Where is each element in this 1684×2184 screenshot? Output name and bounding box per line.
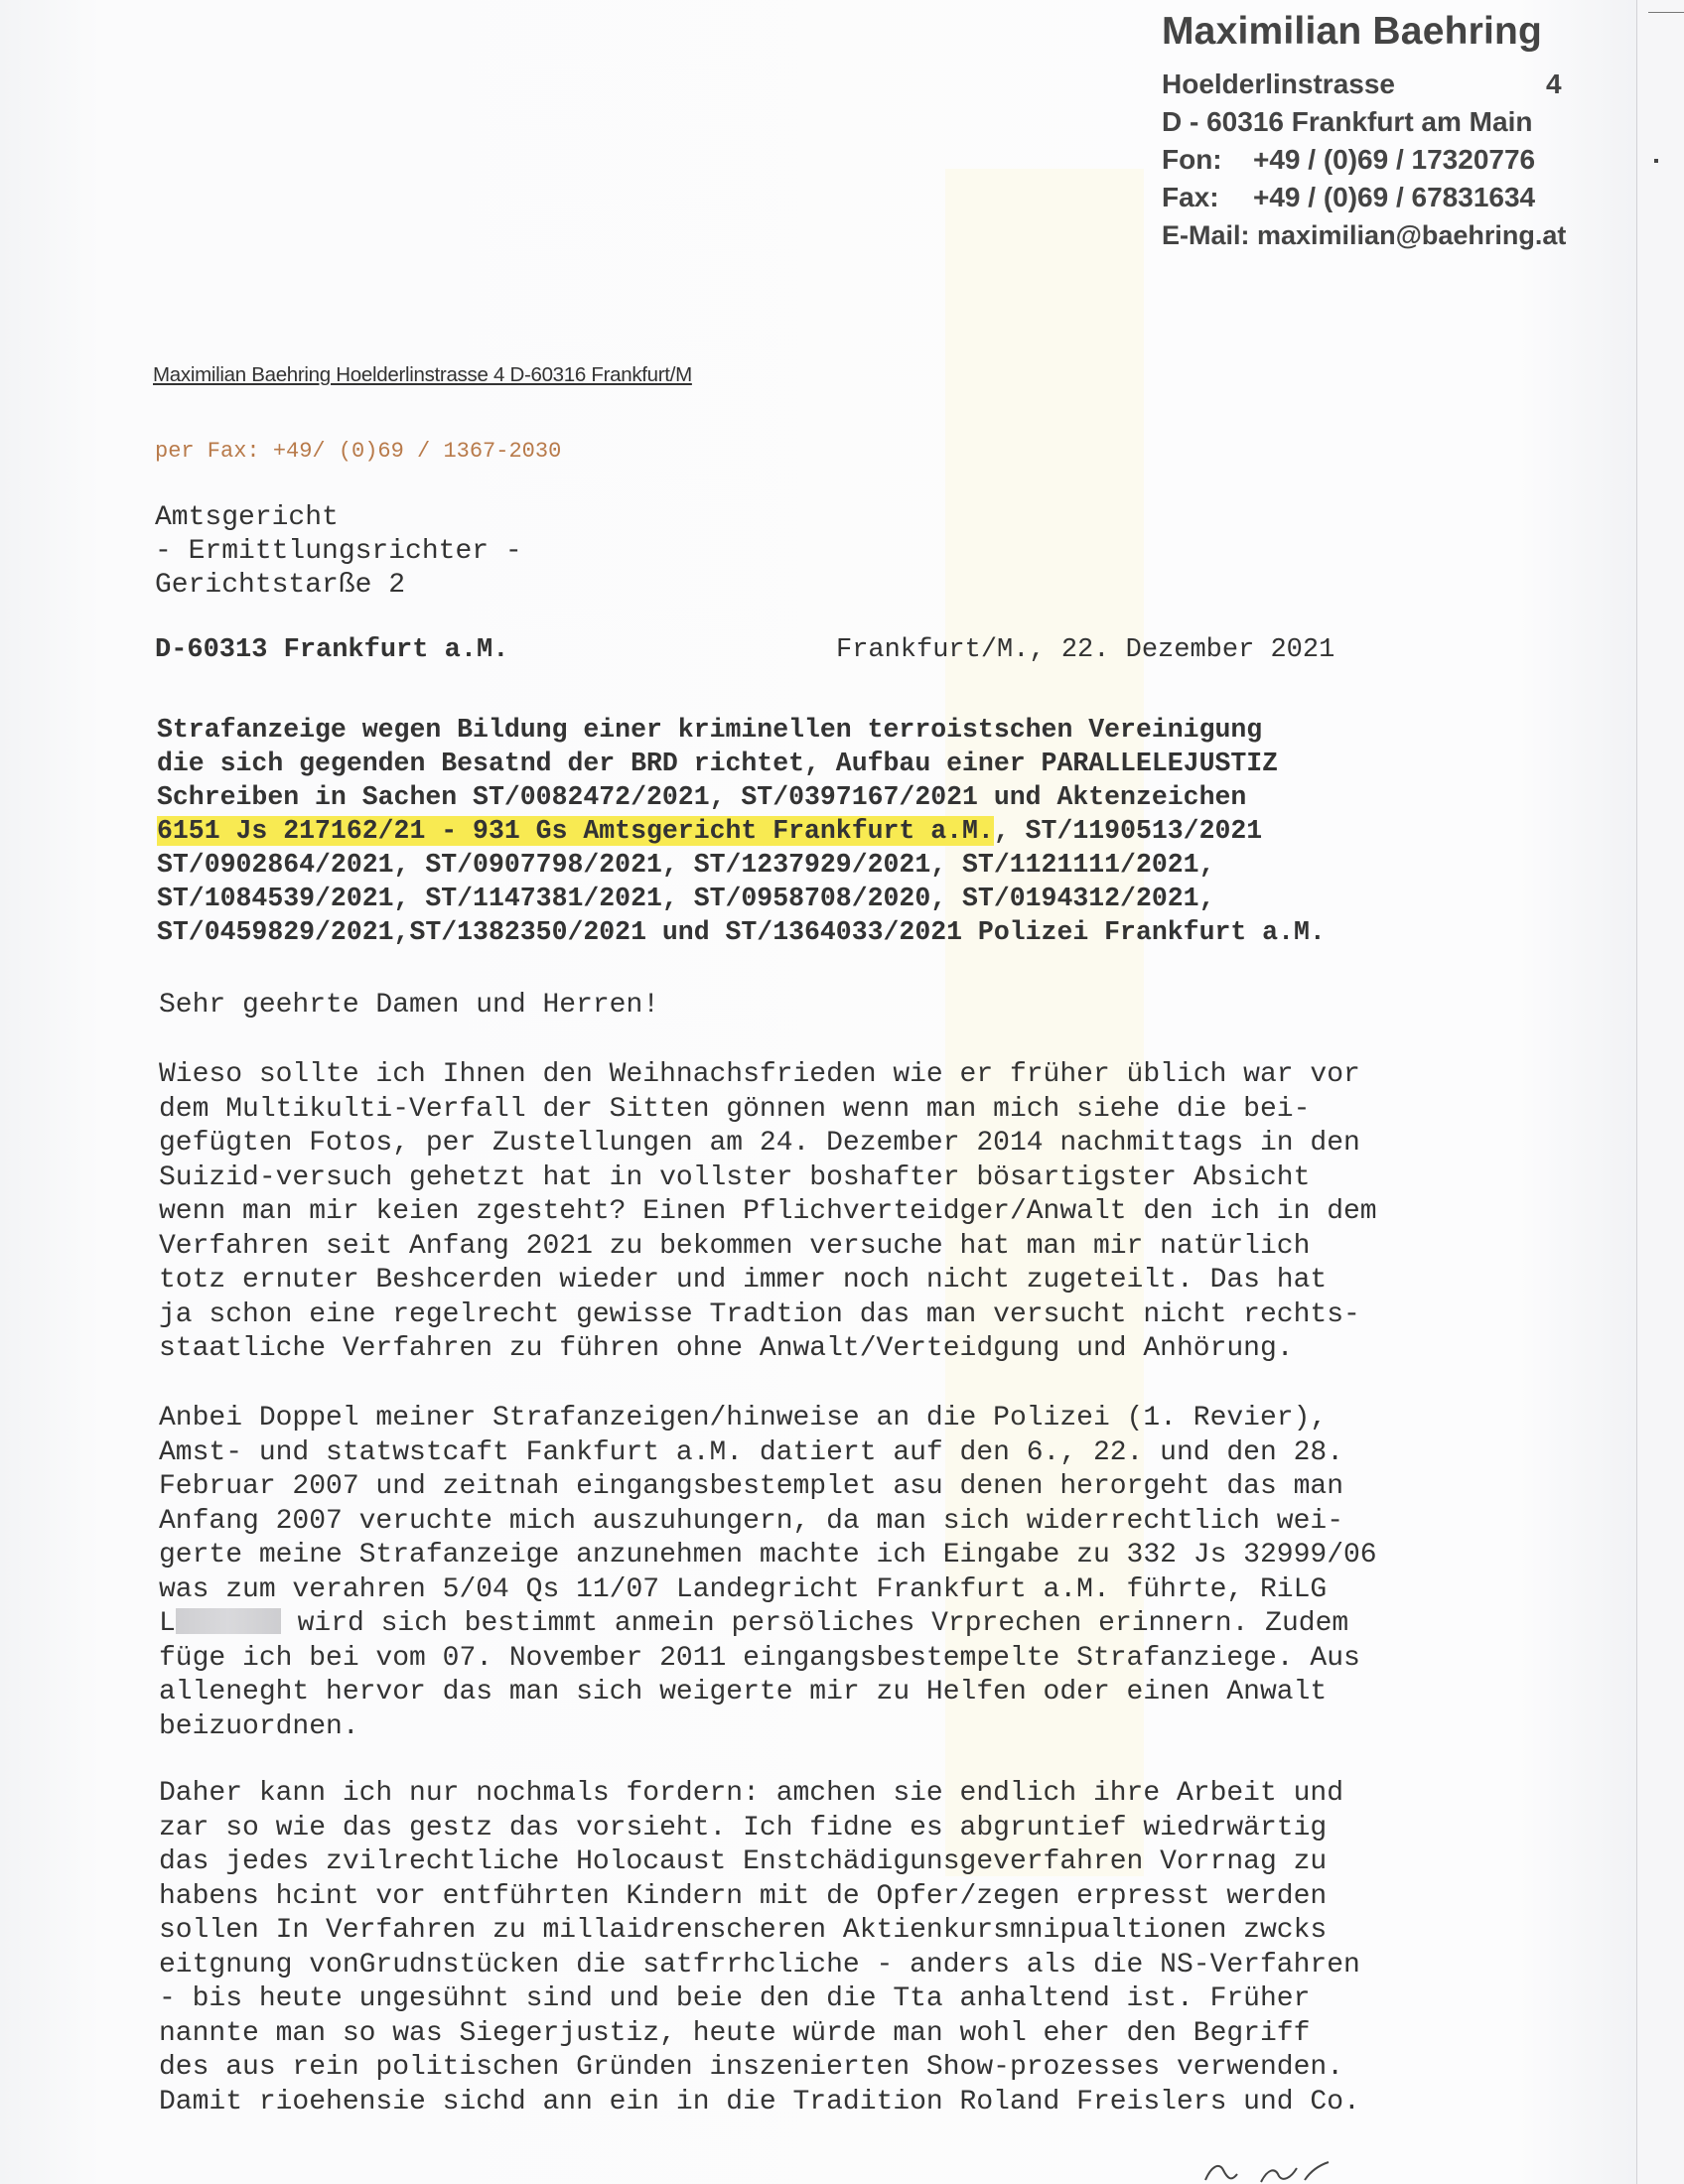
text-line: alleneght hervor das man sich weigerte mir zu Helfen oder einen Anwalt <box>159 1677 1328 1707</box>
redaction-box <box>176 1608 281 1634</box>
text-line: was zum verahren 5/04 Qs 11/07 Landegricht Frankfurt a.M. führte, RiLG <box>159 1573 1328 1605</box>
recipient-city: D-60313 Frankfurt a.M. <box>155 635 509 665</box>
salutation: Sehr geehrte Damen und Herren! <box>159 990 660 1021</box>
letterhead-name: Maximilian Baehring <box>1162 10 1543 53</box>
letterhead-email: E-Mail: maximilian@baehring.at <box>1162 220 1567 250</box>
letterhead <box>1162 8 1589 254</box>
text-line: Wieso sollte ich Ihnen den Weihnachsfrieden wie er früher üblich war vor <box>159 1059 1360 1090</box>
text-line: Damit rioehensie sichd ann ein in die Tradition Roland Freislers und Co. <box>159 2086 1360 2117</box>
text-line-rest: wird sich bestimmt anmein persöliches Vrprechen erinnern. Zudem <box>280 1608 1349 1639</box>
text-line: Amst- und statwstcaft Fankfurt a.M. datiert auf den 6., 22. und den 28. <box>159 1436 1343 1468</box>
scan-edge <box>1636 0 1684 2184</box>
letterhead-house-number: 4 <box>1546 68 1562 99</box>
fax-number: +49 / (0)69 / 67831634 <box>1253 182 1536 212</box>
subject-block <box>157 713 1326 949</box>
text-line: totz ernuter Beshcerden wieder und immer noch nicht zugeteilt. Das hat <box>159 1265 1328 1296</box>
text-line: Anfang 2007 veruchte mich auszuhungern, da man sich widerrechtlich wei- <box>159 1505 1343 1537</box>
text-line: Februar 2007 und zeitnah eingangsbestemplet asu denen herorgeht das man <box>159 1471 1343 1502</box>
text-line: eitgnung vonGrudnstücken die satfrrhcliche - anders als die NS-Verfahren <box>159 1949 1360 1980</box>
text-line <box>159 1607 1377 1642</box>
text-line: beizuordnen. <box>159 1710 359 1742</box>
subject-line: ST/1084539/2021, ST/1147381/2021, ST/0958708/2020, ST/0194312/2021, <box>157 884 1215 913</box>
text-line: Verfahren seit Anfang 2021 zu bekommen versuche hat man mir natürlich <box>159 1230 1311 1262</box>
sender-return-address: Maximilian Baehring Hoelderlinstrasse 4 D-60316 Frankfurt/M <box>153 363 692 386</box>
recipient-address <box>155 501 522 603</box>
text-line: gerte meine Strafanzeige anzunehmen machte ich Eingabe zu 332 Js 32999/06 <box>159 1540 1377 1570</box>
fax-label: Fax: <box>1162 182 1219 212</box>
text-line: zar so wie das gestz das vorsieht. Ich fidne es abgruntief wiedrwärtig <box>159 1812 1328 1843</box>
subject-line <box>157 814 1326 848</box>
letterhead-phone <box>1162 141 1589 179</box>
text-line: gefügten Fotos, per Zustellungen am 24. Dezember 2014 nachmittags in den <box>159 1128 1360 1159</box>
scan-edge-mark <box>1648 12 1684 19</box>
redacted-name-initial: L <box>159 1608 176 1639</box>
text-line: wenn man mir keien zgesteht? Einen Pflichverteidger/Anwalt den ich in dem <box>159 1196 1377 1227</box>
paragraph-2 <box>159 1402 1377 1744</box>
subject-line: ST/0459829/2021,ST/1382350/2021 und ST/1364033/2021 Polizei Frankfurt a.M. <box>157 917 1326 947</box>
subject-line: Schreiben in Sachen ST/0082472/2021, ST/0397167/2021 und Aktenzeichen <box>157 782 1247 812</box>
text-line: sollen In Verfahren zu millaidrenscheren Aktienkursmnipualtionen zwcks <box>159 1915 1328 1946</box>
subject-line-rest: , ST/1190513/2021 <box>993 816 1263 846</box>
text-line: Suizid-versuch gehetzt hat in vollster boshafter bösartigster Absicht <box>159 1161 1311 1193</box>
handwritten-signature <box>1201 2156 1360 2184</box>
subject-line: die sich gegenden Besatnd der BRD richtet, Aufbau einer PARALLELEJUSTIZ <box>157 749 1279 778</box>
text-line: Daher kann ich nur nochmals fordern: amchen sie endlich ihre Arbeit und <box>159 1778 1343 1809</box>
letterhead-address <box>1162 66 1589 103</box>
letterhead-street: Hoelderlinstrasse <box>1162 68 1395 99</box>
paragraph-3 <box>159 1777 1360 2119</box>
phone-number: +49 / (0)69 / 17320776 <box>1253 144 1536 175</box>
text-line: habens hcint vor entführten Kindern mit de Opfer/zegen erpresst werden <box>159 1880 1328 1912</box>
scan-dot <box>1654 159 1658 163</box>
paragraph-1 <box>159 1058 1377 1367</box>
fax-routing-line: per Fax: +49/ (0)69 / 1367-2030 <box>155 439 562 464</box>
subject-line: ST/0902864/2021, ST/0907798/2021, ST/1237929/2021, ST/1121111/2021, <box>157 850 1215 880</box>
text-line: - bis heute ungesühnt sind und beie den die Tta anhaltend ist. Früher <box>159 1983 1311 2014</box>
text-line: des aus rein politischen Gründen inszenierten Show-prozesses verwenden. <box>159 2052 1343 2083</box>
text-line: das jedes zvilrechtliche Holocaust Enstchädigunsgeverfahren Vorrnag zu <box>159 1846 1328 1877</box>
text-line: nannte man so was Siegerjustiz, heute würde man wohl eher den Begriff <box>159 2017 1311 2049</box>
text-line: staatliche Verfahren zu führen ohne Anwalt/Verteidgung und Anhörung. <box>159 1333 1294 1364</box>
text-line: ja schon eine regelrecht gewisse Tradtion das man versucht nicht rechts- <box>159 1298 1360 1330</box>
letterhead-fax <box>1162 179 1589 216</box>
highlighted-case-number: 6151 Js 217162/21 - 931 Gs Amtsgericht Frankfurt a.M. <box>157 816 994 846</box>
letter-date: Frankfurt/M., 22. Dezember 2021 <box>836 635 1335 665</box>
phone-label: Fon: <box>1162 144 1222 175</box>
text-line: Anbei Doppel meiner Strafanzeigen/hinweise an die Polizei (1. Revier), <box>159 1403 1328 1433</box>
subject-line: Strafanzeige wegen Bildung einer kriminellen terroistschen Vereinigung <box>157 715 1263 745</box>
recipient-line: Amtsgericht <box>155 502 339 533</box>
recipient-line: - Ermittlungsrichter - <box>155 536 522 567</box>
text-line: füge ich bei vom 07. November 2011 eingangsbestempelte Strafanziege. Aus <box>159 1642 1360 1674</box>
text-line: dem Multikulti-Verfall der Sitten gönnen wenn man mich siehe die bei- <box>159 1093 1311 1125</box>
letterhead-city: D - 60316 Frankfurt am Main <box>1162 106 1533 137</box>
recipient-line: Gerichtstarße 2 <box>155 570 406 601</box>
